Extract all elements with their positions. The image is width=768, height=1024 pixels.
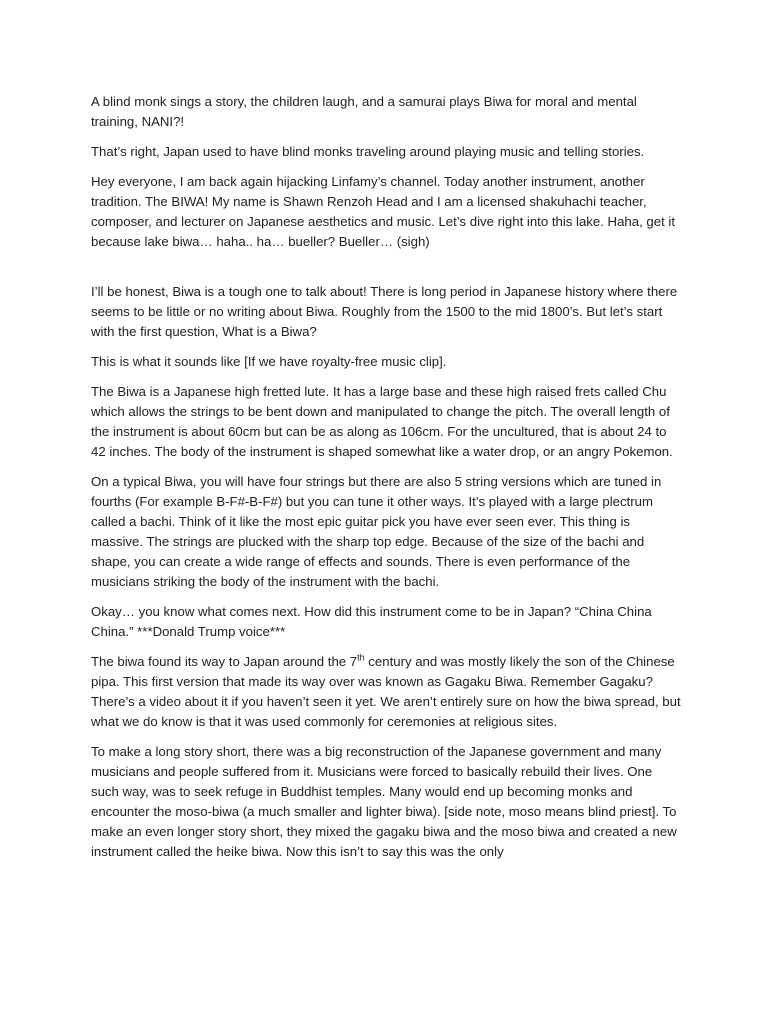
paragraph-intro-hook: A blind monk sings a story, the children laugh, and a samurai plays Biwa for moral and mental training, NANI?! [91, 94, 637, 129]
superscript-th: th [357, 652, 365, 663]
paragraph-introduction: Hey everyone, I am back again hijacking Linfamy’s channel. Today another instrument, another tradition. The BIWA! My name is Shawn Renzoh Head and I am a licensed shakuhachi teacher, composer, and lecturer on Japanese aesthetics and music. Let’s dive right into this lake. Haha, get it because lake biwa… haha.. ha… bueller? Bueller… (sigh) [91, 174, 675, 249]
paragraph-description: The Biwa is a Japanese high fretted lute. It has a large base and these high raised frets called Chu which allows the strings to be bent down and manipulated to change the pitch. The overall length of the instrument is about 60cm but can be as along as 106cm. For the uncultured, that is about 24 to 42 inches. The body of the instrument is shaped somewhat like a water drop, or an angry Pokemon. [91, 384, 673, 459]
paragraph-sound-clip: This is what it sounds like [If we have royalty-free music clip]. [91, 354, 447, 369]
paragraph-strings: On a typical Biwa, you will have four strings but there are also 5 string versions which are tuned in fourths (For example B-F#-B-F#) but you can tune it other ways. It’s played with a large plectrum called a bachi. Think of it like the most epic guitar pick you have ever seen ever. This thing is massive. The strings are plucked with the sharp top edge. Because of the size of the bachi and shape, you can create a wide range of effects and sounds. There is even performance of the musicians striking the body of the instrument with the bachi. [91, 474, 662, 589]
paragraph-reconstruction: To make a long story short, there was a big reconstruction of the Japanese government and many musicians and people suffered from it. Musicians were forced to basically rebuild their lives. One such way, was to seek refuge in Buddhist temples. Many would end up becoming monks and encounter the moso-biwa (a much smaller and lighter biwa). [side note, moso means blind priest]. To make an even longer story short, they mixed the gagaku biwa and the moso biwa and created a new instrument called the heike biwa. Now this isn’t to say this was the only [91, 744, 677, 859]
document-body [91, 92, 681, 872]
paragraph-history-gap: I’ll be honest, Biwa is a tough one to talk about! There is long period in Japanese history where there seems to be little or no writing about Biwa. Roughly from the 1500 to the mid 1800’s. But let’s start with the first question, What is a Biwa? [91, 284, 678, 339]
paragraph-origin [91, 652, 681, 732]
paragraph-origin-rest: century and was mostly likely the son of the Chinese pipa. This first version that made its way over was known as Gagaku Biwa. Remember Gagaku? There’s a video about it if you haven’t seen it yet. We aren’t entirely sure on how the biwa spread, but what we do know is that it was used commonly for ceremonies at religious sites. [91, 654, 681, 729]
paragraph-origin-question: Okay… you know what comes next. How did this instrument come to be in Japan? “China China China.” ***Donald Trump voice*** [91, 604, 652, 639]
paragraph-blind-monks: That’s right, Japan used to have blind monks traveling around playing music and telling stories. [91, 144, 645, 159]
paragraph-origin-start: The biwa found its way to Japan around the 7 [91, 654, 358, 669]
